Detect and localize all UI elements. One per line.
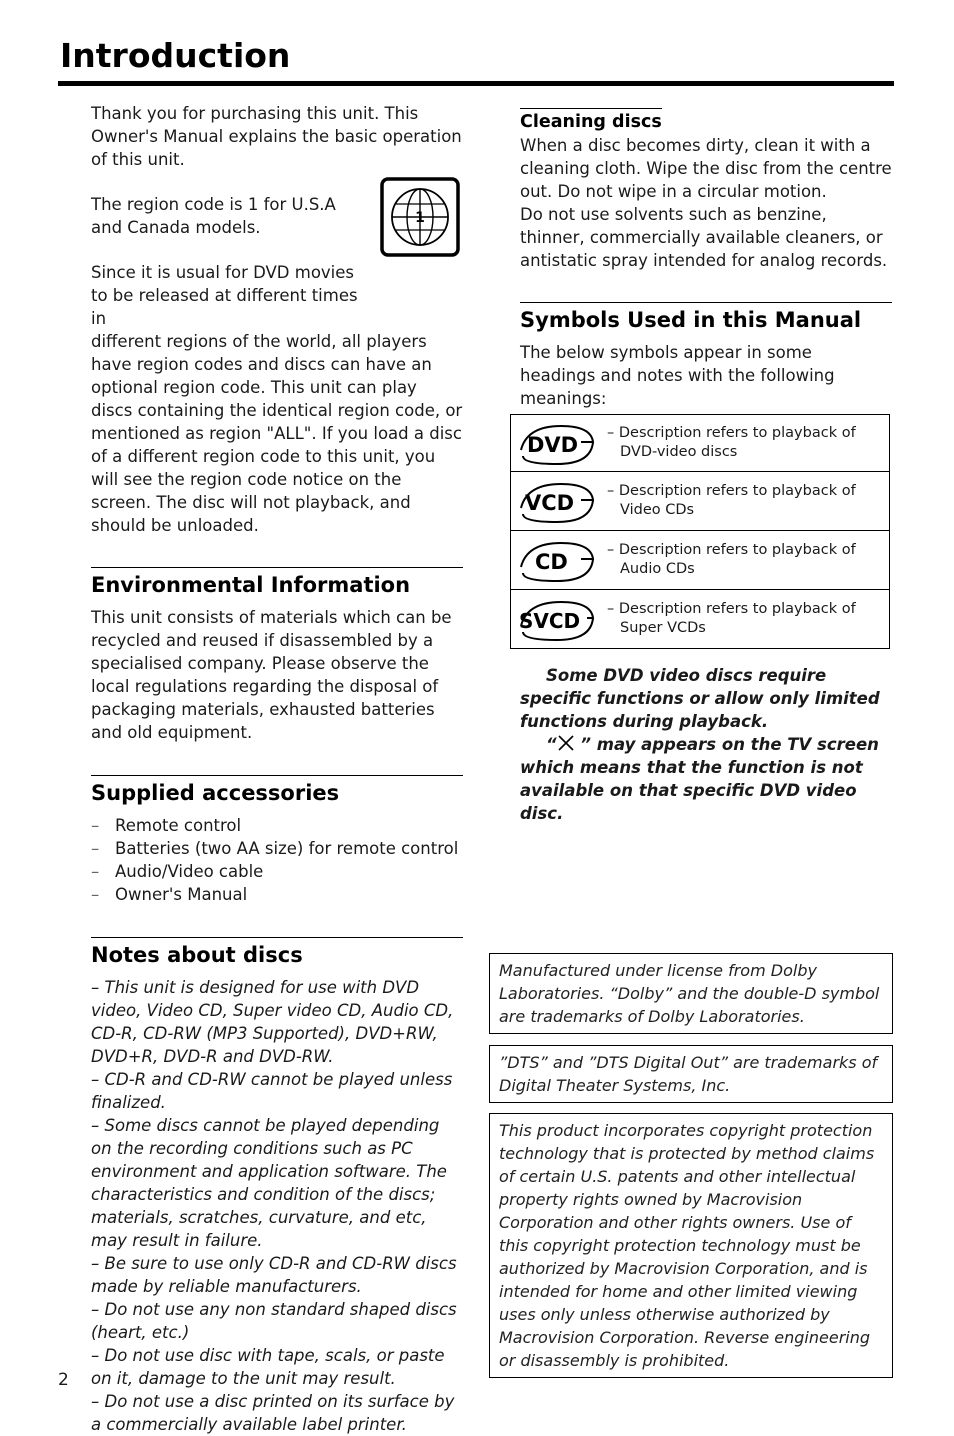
list-item: – This unit is designed for use with DVD video, Video CD, Super video CD, Audio CD, CD-R, CD-RW (MP3 Supported), DVD+RW, DVD+R, DVD-R and DVD-RW. (91, 978, 454, 1066)
right-column (520, 108, 892, 410)
symbol-desc-line: Super VCDs (620, 620, 706, 636)
warning-line-1: Some DVD video discs require specific functions or allow only limited functions during playback. (520, 666, 880, 731)
symbol-desc-line: DVD-video discs (620, 444, 738, 460)
intro-thanks: Thank you for purchasing this unit. This Owner's Manual explains the basic operation of this unit. (91, 104, 462, 169)
accessories-heading: Supplied accessories (91, 781, 340, 805)
logo-text: CD (535, 550, 568, 574)
svcd-logo-icon (517, 596, 599, 642)
function-warning (520, 664, 892, 825)
list-item: – Owner's Manual (91, 883, 463, 906)
cleaning-section (520, 108, 662, 134)
symbols-intro: The below symbols appear in some headings and notes with the following meanings: (520, 343, 835, 408)
notes-discs-heading: Notes about discs (91, 943, 303, 967)
symbol-row-svcd (511, 589, 889, 648)
region-badge-number: 1 (415, 210, 425, 226)
intro-region-text-2: different regions of the world, all players have region codes and discs can have an optional region code. This unit can play discs containing the identical region code, or mentioned as region "ALL". If you load a disc of a different region code to this unit, you will see the region code notice on the screen. The disc will not playback, and should be unloaded. (91, 332, 463, 535)
page-title: Introduction (60, 36, 291, 75)
dolby-notice-text: Manufactured under license from Dolby Laboratories. “Dolby” and the double-D symbol are trademarks of Dolby Laboratories. (499, 961, 880, 1026)
symbol-desc-line: Audio CDs (620, 561, 695, 577)
symbol-row-dvd (511, 415, 889, 471)
cleaning-text-1: When a disc becomes dirty, clean it with a cleaning cloth. Wipe the disc from the centre out. Do not wipe in a circular motion. (520, 136, 892, 201)
list-item: – Some discs cannot be played depending on the recording conditions such as PC environment and application software. The characteristics and condition of the discs; materials, scratches, curvature, and etc, may result in failure. (91, 1116, 447, 1250)
list-item: – CD-R and CD-RW cannot be played unless finalized. (91, 1070, 453, 1112)
left-column (91, 102, 463, 1436)
intro-region-code: The region code is 1 for U.S.A and Canada models. (91, 195, 336, 237)
cleaning-text-2: Do not use solvents such as benzine, thinner, commercially available cleaners, or antistatic spray intended for analog records. (520, 205, 888, 270)
list-item: – Remote control (91, 814, 463, 837)
environmental-section (91, 567, 463, 744)
cleaning-heading: Cleaning discs (520, 112, 662, 132)
symbol-desc-line: – Description refers to playback of (607, 601, 856, 617)
notes-discs-section (91, 937, 463, 1436)
title-rule (58, 81, 894, 86)
open-quote: “ (546, 735, 557, 754)
list-item: – Be sure to use only CD-R and CD-RW discs made by reliable manufacturers. (91, 1254, 457, 1296)
warning-line-2 (520, 733, 892, 825)
list-item: – Do not use any non standard shaped discs (heart, etc.) (91, 1300, 457, 1342)
logo-text: DVD (527, 433, 579, 457)
symbol-row-cd (511, 530, 889, 589)
prohibited-x-icon (557, 734, 575, 752)
logo-text: SVCD (519, 609, 581, 633)
macrovision-notice-text: This product incorporates copyright protection technology that is protected by method claims of certain U.S. patents and other intellectual property rights owned by Macrovision Corporation and other rights owners. Use of this copyright protection technology must be authorized by Macrovision Corporation, and is intended for home and other limited viewing uses only unless otherwise authorized by Macrovision Corporation. Reverse engineering or disassembly is prohibited. (499, 1121, 875, 1370)
symbol-desc-line: Video CDs (620, 502, 695, 518)
warning-line-2-text: ” may appears on the TV screen which means that the function is not available on that specific DVD video disc. (520, 735, 879, 823)
symbols-heading: Symbols Used in this Manual (520, 308, 862, 332)
symbols-section (520, 302, 892, 410)
list-item: – Do not use disc with tape, scals, or paste on it, damage to the unit may result. (91, 1346, 445, 1388)
vcd-logo-icon (517, 478, 599, 524)
list-item: – Do not use a disc printed on its surface by a commercially available label printer. (91, 1392, 455, 1434)
logo-text: VCD (525, 491, 575, 515)
symbol-desc-line: – Description refers to playback of (607, 483, 856, 499)
list-item: – Audio/Video cable (91, 860, 463, 883)
symbol-row-vcd (511, 471, 889, 530)
notes-discs-list (91, 976, 463, 1436)
environmental-heading: Environmental Information (91, 573, 411, 597)
macrovision-notice (489, 1113, 893, 1378)
symbol-desc-line: – Description refers to playback of (607, 425, 856, 441)
dolby-notice (489, 953, 893, 1034)
dvd-logo-icon (517, 420, 599, 466)
intro-region-text-1: Since it is usual for DVD movies to be released at different times in (91, 263, 358, 328)
symbols-table (510, 414, 890, 649)
symbol-description (599, 482, 856, 520)
symbol-desc-line: – Description refers to playback of (607, 542, 856, 558)
page-number: 2 (58, 1370, 69, 1390)
cd-logo-icon (517, 537, 599, 583)
dts-notice (489, 1045, 893, 1103)
symbol-description (599, 600, 856, 638)
dts-notice-text: ”DTS” and ”DTS Digital Out” are trademarks of Digital Theater Systems, Inc. (499, 1053, 878, 1095)
accessories-section (91, 775, 463, 906)
environmental-text: This unit consists of materials which can be recycled and reused if disassembled by a specialised company. Please observe the local regulations regarding the disposal of packaging materials, exhausted batteries and old equipment. (91, 608, 452, 742)
symbol-description (599, 541, 856, 579)
list-item: – Batteries (two AA size) for remote control (91, 837, 463, 860)
accessories-list (91, 814, 463, 906)
symbol-description (599, 424, 856, 462)
